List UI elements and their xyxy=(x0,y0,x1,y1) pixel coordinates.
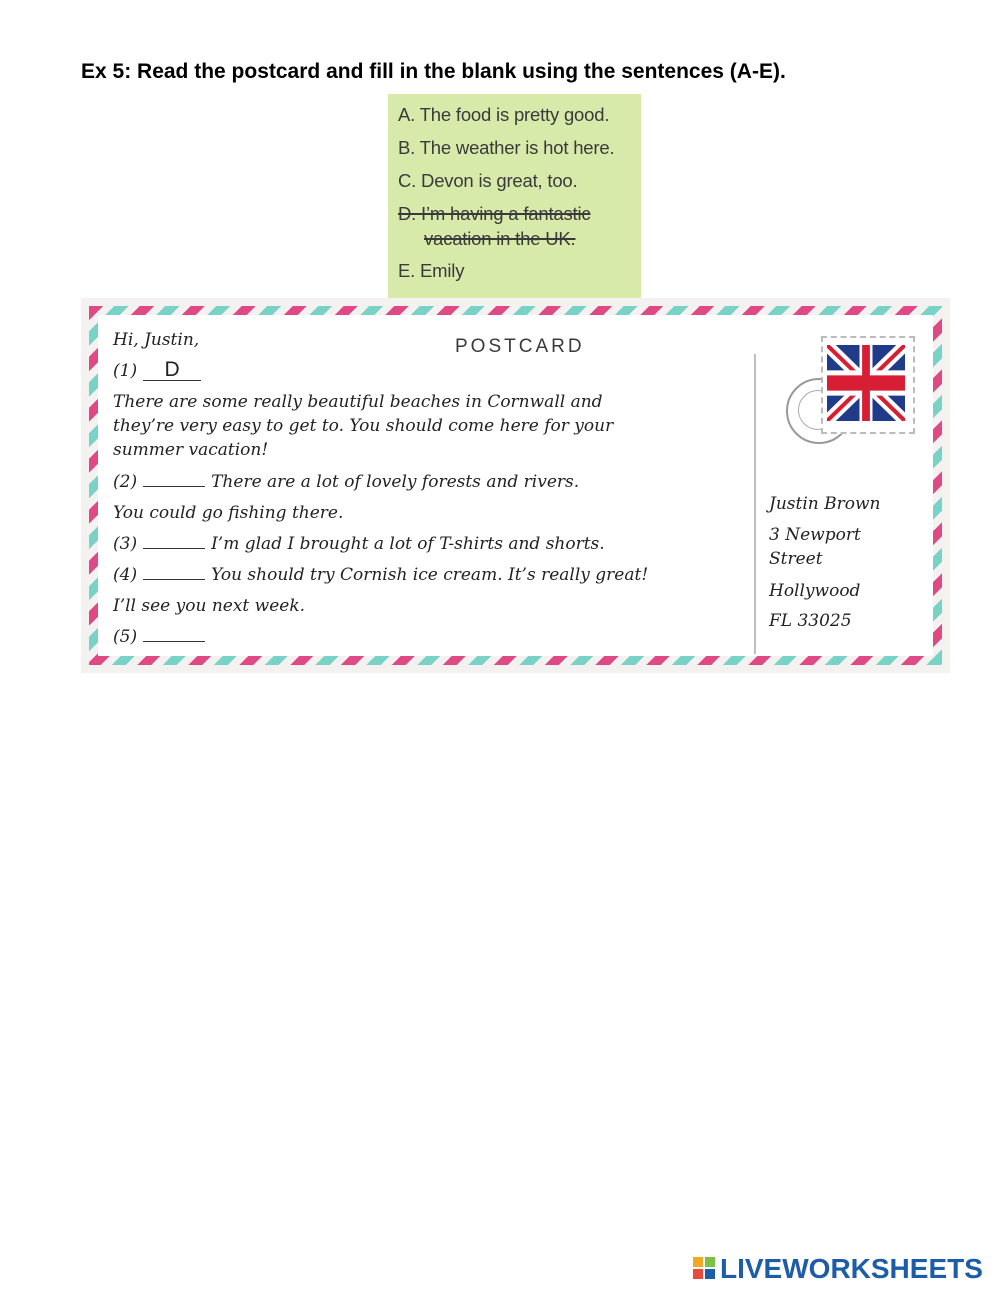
liveworksheets-logo-icon xyxy=(693,1257,715,1279)
stamp xyxy=(821,336,915,434)
line-1 xyxy=(113,360,201,381)
line-4-text: You should try Cornish ice cream. It’s really great! xyxy=(211,565,649,585)
option-d: D. I’m having a fantastic xyxy=(398,203,591,224)
blank-5[interactable] xyxy=(143,627,205,642)
line-4 xyxy=(113,565,648,585)
line-5 xyxy=(113,627,211,647)
blank-2[interactable] xyxy=(143,472,205,487)
option-a: A. The food is pretty good. xyxy=(398,104,610,125)
option-d-continued: vacation in the UK. xyxy=(424,228,576,249)
address-line: Justin Brown xyxy=(769,494,881,514)
address-line: 3 Newport xyxy=(769,525,861,545)
line-4-number: (4) xyxy=(113,565,138,585)
blank-4[interactable] xyxy=(143,565,205,580)
address-line: Hollywood xyxy=(769,581,861,601)
postcard-heading: POSTCARD xyxy=(455,336,585,357)
line-3-number: (3) xyxy=(113,534,138,554)
line-2 xyxy=(113,472,579,492)
blank-3[interactable] xyxy=(143,534,205,549)
paragraph-line: There are some really beautiful beaches in Cornwall and xyxy=(113,392,603,412)
union-jack-icon xyxy=(827,345,905,421)
address-line: FL 33025 xyxy=(769,611,852,631)
paragraph-line: summer vacation! xyxy=(113,440,269,460)
option-e: E. Emily xyxy=(398,260,465,281)
option-b: B. The weather is hot here. xyxy=(398,137,615,158)
address-line: Street xyxy=(769,549,823,569)
postcard-divider xyxy=(754,354,756,654)
option-c: C. Devon is great, too. xyxy=(398,170,578,191)
closing: I’ll see you next week. xyxy=(113,596,306,616)
paragraph-line: they’re very easy to get to. You should come here for your xyxy=(113,416,614,436)
line-5-number: (5) xyxy=(113,627,138,647)
postcard xyxy=(81,298,950,673)
line-2-text: There are a lot of lovely forests and rivers. xyxy=(211,472,580,492)
line-3 xyxy=(113,534,605,554)
options-box xyxy=(388,94,641,298)
line-1-number: (1) xyxy=(113,361,138,381)
exercise-title: Ex 5: Read the postcard and fill in the blank using the sentences (A-E). xyxy=(81,60,786,83)
greeting: Hi, Justin, xyxy=(113,330,200,350)
line-2-number: (2) xyxy=(113,472,138,492)
line-3-text: I’m glad I brought a lot of T-shirts and shorts. xyxy=(211,534,605,554)
line-2b: You could go fishing there. xyxy=(113,503,344,523)
answer-1[interactable]: D xyxy=(143,360,201,381)
brand-name[interactable]: LIVEWORKSHEETS xyxy=(720,1253,983,1284)
